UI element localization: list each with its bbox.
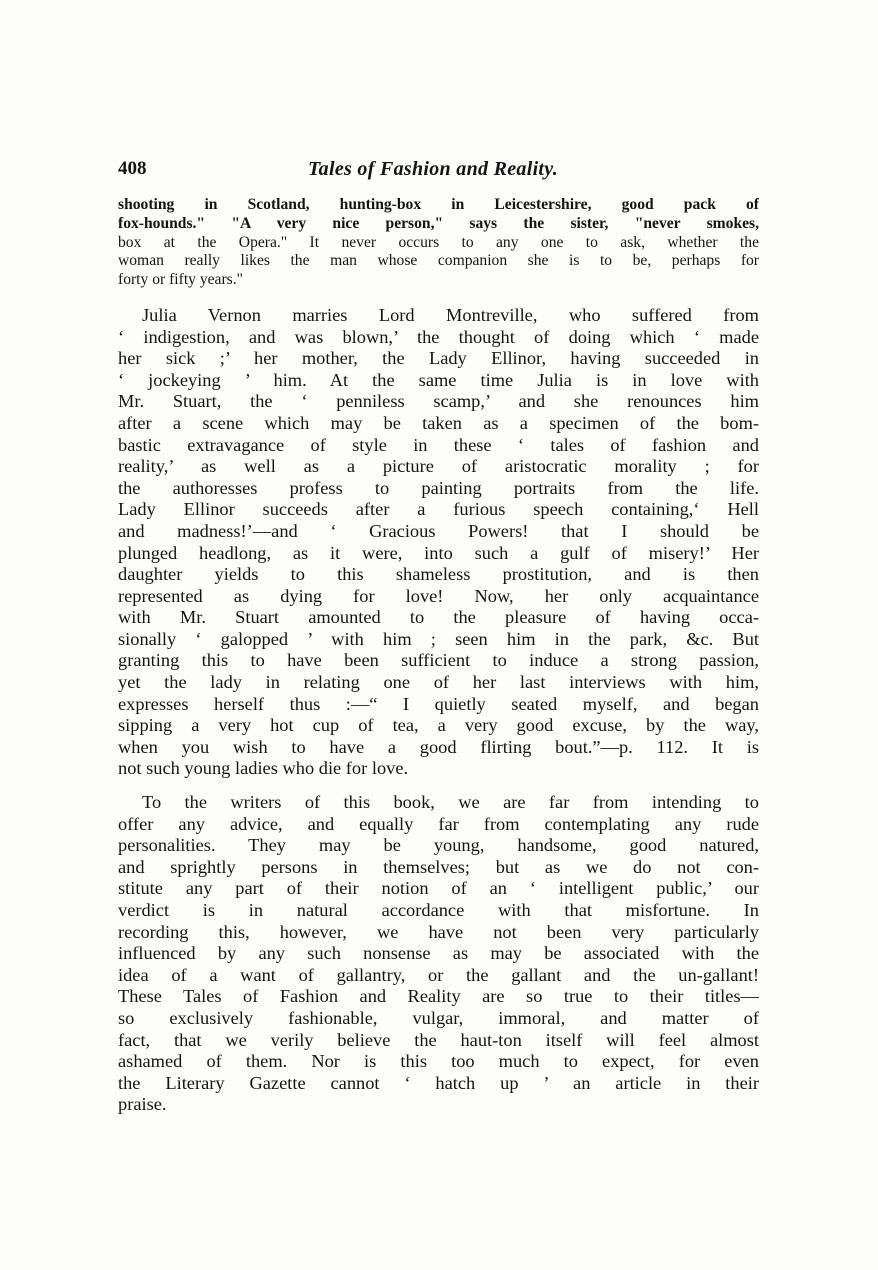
text-line: To the writers of this book, we are far from intending to [142,792,759,813]
text-line: bastic extravagance of style in these ‘ tales of fashion and [118,434,759,455]
text-line: when you wish to have a good flirting bout.”—p. 112. It is [118,736,759,757]
text-line: fox-hounds." "A very nice person," says the sister, "never smokes, [118,214,759,232]
text-line: represented as dying for love! Now, her only acquaintance [118,585,759,606]
text-line: ‘ indigestion, and was blown,’ the thought of doing which ‘ made [118,326,759,347]
quoted-paragraph [118,196,759,290]
text-line: the Literary Gazette cannot ‘ hatch up ’ an article in their [118,1072,759,1093]
text-line: These Tales of Fashion and Reality are so true to their titles— [118,986,759,1007]
text-line: idea of a want of gallantry, or the gallant and the un-gallant! [118,964,759,985]
text-line: with Mr. Stuart amounted to the pleasure of having occa- [118,607,759,628]
text-line: woman really likes the man whose companion she is to be, perhaps for [118,252,759,270]
text-line: reality,’ as well as a picture of aristocratic morality ; for [118,456,759,477]
text-line: so exclusively fashionable, vulgar, immoral, and matter of [118,1007,759,1028]
paragraph-writers [118,792,759,1116]
text-line: stitute any part of their notion of an ‘ intelligent public,’ our [118,878,759,899]
text-line: box at the Opera." It never occurs to any one to ask, whether the [118,233,759,251]
text-line: the authoresses profess to painting portraits from the life. [118,477,759,498]
text-line: expresses herself thus :—“ I quietly seated myself, and began [118,693,759,714]
text-line: praise. [118,1094,167,1115]
text-line: sionally ‘ galopped ’ with him ; seen him in the park, &c. But [118,628,759,649]
text-line: sipping a very hot cup of tea, a very good excuse, by the way, [118,715,759,736]
text-line: plunged headlong, as it were, into such a gulf of misery!’ Her [118,542,759,563]
text-line: granting this to have been sufficient to induce a strong passion, [118,650,759,671]
text-line: after a scene which may be taken as a specimen of the bom- [118,412,759,433]
text-line: her sick ;’ her mother, the Lady Ellinor, having succeeded in [118,348,759,369]
text-line: and madness!’—and ‘ Gracious Powers! that I should be [118,520,759,541]
text-line: and sprightly persons in themselves; but as we do not con- [118,856,759,877]
text-line: offer any advice, and equally far from contemplating any rude [118,813,759,834]
text-line: recording this, however, we have not been very particularly [118,921,759,942]
text-line: Julia Vernon marries Lord Montreville, who suffered from [142,304,759,325]
running-title: Tales of Fashion and Reality. [308,158,559,180]
text-line: Mr. Stuart, the ‘ penniless scamp,’ and she renounces him [118,391,759,412]
text-line: forty or fifty years." [118,271,244,289]
text-line: influenced by any such nonsense as may be associated with the [118,943,759,964]
text-line: fact, that we verily believe the haut-ton itself will feel almost [118,1029,759,1050]
text-line: shooting in Scotland, hunting-box in Leicestershire, good pack of [118,196,759,213]
page-number: 408 [118,158,147,179]
text-line: personalities. They may be young, handsome, good natured, [118,835,759,856]
text-line: yet the lady in relating one of her last interviews with him, [118,672,759,693]
text-line: Lady Ellinor succeeds after a furious speech containing,‘ Hell [118,499,759,520]
text-line: verdict is in natural accordance with that misfortune. In [118,900,759,921]
text-line: daughter yields to this shameless prostitution, and is then [118,564,759,585]
paragraph-julia-vernon [118,305,759,780]
body-text [118,196,759,1116]
text-line: not such young ladies who die for love. [118,758,409,779]
text-line: ‘ jockeying ’ him. At the same time Julia is in love with [118,369,759,390]
page-header [118,158,758,186]
text-line: ashamed of them. Nor is this too much to expect, for even [118,1051,759,1072]
